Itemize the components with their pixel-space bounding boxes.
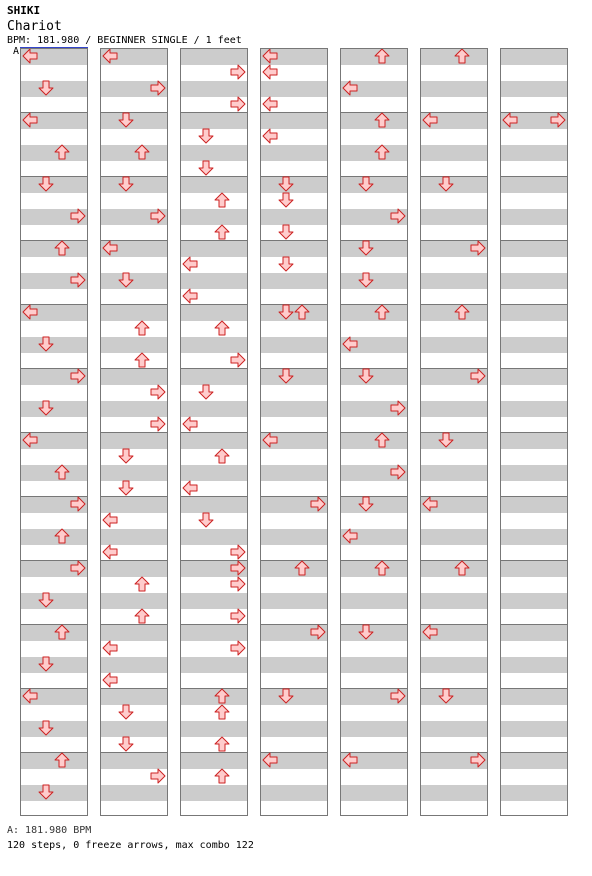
beat-band — [341, 785, 407, 801]
beat-band — [341, 657, 407, 673]
left-arrow-icon — [182, 416, 198, 432]
down-arrow-icon — [118, 448, 134, 464]
measure-line — [501, 304, 567, 305]
beat-band — [421, 145, 487, 161]
measure-line — [501, 688, 567, 689]
beat-band — [261, 241, 327, 257]
beat-band — [261, 401, 327, 417]
beat-band — [261, 337, 327, 353]
beat-band — [501, 657, 567, 673]
beat-band — [21, 81, 87, 97]
beat-band — [501, 529, 567, 545]
beat-band — [501, 753, 567, 769]
beat-band — [261, 369, 327, 385]
down-arrow-icon — [38, 784, 54, 800]
down-arrow-icon — [118, 704, 134, 720]
up-arrow-icon — [134, 320, 150, 336]
beat-band — [501, 721, 567, 737]
beat-band — [181, 721, 247, 737]
beat-band — [181, 433, 247, 449]
chart-column — [500, 48, 568, 816]
right-arrow-icon — [390, 464, 406, 480]
beat-band — [181, 593, 247, 609]
right-arrow-icon — [150, 768, 166, 784]
beat-band — [181, 177, 247, 193]
up-arrow-icon — [214, 320, 230, 336]
beat-band — [181, 337, 247, 353]
right-arrow-icon — [150, 416, 166, 432]
beat-band — [261, 657, 327, 673]
beat-band — [421, 81, 487, 97]
up-arrow-icon — [214, 688, 230, 704]
beat-band — [101, 305, 167, 321]
chart-column — [20, 48, 88, 816]
measure-line — [501, 432, 567, 433]
beat-band — [101, 753, 167, 769]
beat-band — [181, 465, 247, 481]
beat-band — [421, 529, 487, 545]
left-arrow-icon — [262, 432, 278, 448]
up-arrow-icon — [374, 432, 390, 448]
down-arrow-icon — [438, 688, 454, 704]
measure-line — [341, 624, 407, 625]
up-arrow-icon — [54, 752, 70, 768]
right-arrow-icon — [470, 240, 486, 256]
left-arrow-icon — [102, 672, 118, 688]
beat-band — [261, 785, 327, 801]
measure-line — [501, 624, 567, 625]
beat-band — [501, 145, 567, 161]
beat-band — [181, 625, 247, 641]
up-arrow-icon — [54, 464, 70, 480]
down-arrow-icon — [278, 224, 294, 240]
beat-band — [501, 273, 567, 289]
beat-band — [21, 593, 87, 609]
left-arrow-icon — [262, 128, 278, 144]
left-arrow-icon — [262, 48, 278, 64]
measure-line — [181, 624, 247, 625]
down-arrow-icon — [38, 400, 54, 416]
measure-line — [341, 368, 407, 369]
beat-band — [101, 465, 167, 481]
up-arrow-icon — [214, 736, 230, 752]
left-arrow-icon — [262, 64, 278, 80]
left-arrow-icon — [422, 624, 438, 640]
beat-band — [421, 273, 487, 289]
up-arrow-icon — [294, 560, 310, 576]
bpm-marker-label: A — [13, 46, 20, 57]
beat-band — [101, 689, 167, 705]
down-arrow-icon — [198, 160, 214, 176]
beat-band — [501, 369, 567, 385]
beat-band — [501, 497, 567, 513]
beat-band — [261, 721, 327, 737]
beat-band — [261, 145, 327, 161]
down-arrow-icon — [118, 176, 134, 192]
down-arrow-icon — [278, 688, 294, 704]
beat-band — [421, 721, 487, 737]
beat-band — [181, 529, 247, 545]
right-arrow-icon — [390, 688, 406, 704]
beat-band — [181, 81, 247, 97]
measure-line — [101, 176, 167, 177]
right-arrow-icon — [310, 624, 326, 640]
beat-band — [341, 625, 407, 641]
measure-line — [341, 176, 407, 177]
beat-band — [501, 465, 567, 481]
beat-band — [101, 337, 167, 353]
measure-line — [181, 368, 247, 369]
up-arrow-icon — [454, 560, 470, 576]
chart-column — [420, 48, 488, 816]
beat-band — [181, 241, 247, 257]
measure-line — [261, 176, 327, 177]
down-arrow-icon — [198, 384, 214, 400]
down-arrow-icon — [118, 480, 134, 496]
up-arrow-icon — [134, 144, 150, 160]
beat-band — [261, 273, 327, 289]
right-arrow-icon — [390, 400, 406, 416]
beat-band — [101, 273, 167, 289]
left-arrow-icon — [22, 432, 38, 448]
beat-band — [261, 465, 327, 481]
up-arrow-icon — [374, 48, 390, 64]
right-arrow-icon — [70, 208, 86, 224]
measure-line — [261, 688, 327, 689]
measure-line — [421, 688, 487, 689]
left-arrow-icon — [102, 640, 118, 656]
measure-line — [501, 560, 567, 561]
measure-line — [421, 432, 487, 433]
beat-band — [181, 305, 247, 321]
beat-band — [501, 305, 567, 321]
left-arrow-icon — [422, 112, 438, 128]
left-arrow-icon — [182, 288, 198, 304]
beat-band — [181, 497, 247, 513]
up-arrow-icon — [214, 192, 230, 208]
beat-band — [421, 433, 487, 449]
down-arrow-icon — [38, 656, 54, 672]
chart-column — [340, 48, 408, 816]
down-arrow-icon — [38, 592, 54, 608]
up-arrow-icon — [454, 48, 470, 64]
down-arrow-icon — [358, 272, 374, 288]
chart-info: BPM: 181.980 / BEGINNER SINGLE / 1 feet — [7, 35, 242, 46]
beat-band — [21, 721, 87, 737]
measure-line — [501, 176, 567, 177]
right-arrow-icon — [230, 576, 246, 592]
song-title: Chariot — [7, 19, 62, 34]
up-arrow-icon — [54, 528, 70, 544]
right-arrow-icon — [230, 560, 246, 576]
measure-line — [501, 496, 567, 497]
measure-line — [181, 432, 247, 433]
beat-band — [341, 241, 407, 257]
left-arrow-icon — [262, 752, 278, 768]
measure-line — [101, 688, 167, 689]
beat-band — [261, 529, 327, 545]
right-arrow-icon — [230, 352, 246, 368]
up-arrow-icon — [134, 576, 150, 592]
down-arrow-icon — [278, 192, 294, 208]
beat-band — [261, 113, 327, 129]
beat-band — [421, 657, 487, 673]
beat-band — [501, 401, 567, 417]
beat-band — [341, 177, 407, 193]
artist-name: SHIKI — [7, 4, 41, 17]
beat-band — [501, 49, 567, 65]
up-arrow-icon — [374, 560, 390, 576]
beat-band — [101, 369, 167, 385]
beat-band — [501, 337, 567, 353]
beat-band — [101, 593, 167, 609]
down-arrow-icon — [358, 240, 374, 256]
down-arrow-icon — [38, 176, 54, 192]
measure-line — [421, 176, 487, 177]
beat-band — [181, 785, 247, 801]
measure-line — [501, 368, 567, 369]
beat-band — [101, 721, 167, 737]
beat-band — [421, 593, 487, 609]
beat-band — [101, 177, 167, 193]
down-arrow-icon — [38, 336, 54, 352]
beat-band — [181, 209, 247, 225]
beat-band — [501, 433, 567, 449]
measure-line — [181, 240, 247, 241]
left-arrow-icon — [102, 240, 118, 256]
measure-line — [101, 368, 167, 369]
left-arrow-icon — [22, 48, 38, 64]
right-arrow-icon — [550, 112, 566, 128]
down-arrow-icon — [438, 432, 454, 448]
right-arrow-icon — [150, 80, 166, 96]
beat-band — [101, 497, 167, 513]
beat-band — [101, 785, 167, 801]
down-arrow-icon — [438, 176, 454, 192]
beat-band — [21, 337, 87, 353]
left-arrow-icon — [22, 112, 38, 128]
beat-band — [181, 753, 247, 769]
down-arrow-icon — [358, 176, 374, 192]
beat-band — [421, 689, 487, 705]
left-arrow-icon — [342, 528, 358, 544]
beat-band — [21, 785, 87, 801]
beat-band — [101, 625, 167, 641]
right-arrow-icon — [230, 64, 246, 80]
beat-band — [101, 561, 167, 577]
up-arrow-icon — [374, 112, 390, 128]
left-arrow-icon — [182, 256, 198, 272]
beat-band — [501, 593, 567, 609]
left-arrow-icon — [102, 48, 118, 64]
beat-band — [261, 209, 327, 225]
left-arrow-icon — [22, 304, 38, 320]
beat-band — [261, 593, 327, 609]
measure-line — [181, 176, 247, 177]
beat-band — [421, 209, 487, 225]
right-arrow-icon — [150, 384, 166, 400]
beat-band — [501, 81, 567, 97]
up-arrow-icon — [54, 624, 70, 640]
down-arrow-icon — [358, 496, 374, 512]
beat-band — [261, 177, 327, 193]
measure-line — [181, 496, 247, 497]
measure-line — [261, 240, 327, 241]
right-arrow-icon — [230, 96, 246, 112]
beat-band — [501, 561, 567, 577]
right-arrow-icon — [70, 272, 86, 288]
measure-line — [181, 112, 247, 113]
bpm-legend: A: 181.980 BPM — [7, 825, 92, 836]
left-arrow-icon — [22, 688, 38, 704]
measure-line — [101, 624, 167, 625]
beat-band — [181, 273, 247, 289]
beat-band — [341, 497, 407, 513]
up-arrow-icon — [54, 240, 70, 256]
beat-band — [181, 401, 247, 417]
down-arrow-icon — [358, 624, 374, 640]
beat-band — [421, 465, 487, 481]
measure-line — [181, 304, 247, 305]
right-arrow-icon — [310, 496, 326, 512]
left-arrow-icon — [102, 512, 118, 528]
beat-band — [341, 369, 407, 385]
measure-line — [261, 112, 327, 113]
right-arrow-icon — [230, 544, 246, 560]
down-arrow-icon — [38, 80, 54, 96]
measure-line — [21, 176, 87, 177]
left-arrow-icon — [182, 480, 198, 496]
left-arrow-icon — [342, 80, 358, 96]
chart-column — [180, 48, 248, 816]
down-arrow-icon — [118, 736, 134, 752]
chart-column — [100, 48, 168, 816]
beat-band — [181, 657, 247, 673]
left-arrow-icon — [342, 752, 358, 768]
left-arrow-icon — [102, 544, 118, 560]
up-arrow-icon — [454, 304, 470, 320]
measure-line — [341, 240, 407, 241]
right-arrow-icon — [470, 368, 486, 384]
chart-stats: 120 steps, 0 freeze arrows, max combo 122 — [7, 840, 254, 851]
right-arrow-icon — [390, 208, 406, 224]
beat-band — [421, 337, 487, 353]
beat-band — [261, 689, 327, 705]
down-arrow-icon — [198, 128, 214, 144]
up-arrow-icon — [214, 224, 230, 240]
right-arrow-icon — [70, 368, 86, 384]
up-arrow-icon — [294, 304, 310, 320]
measure-line — [261, 368, 327, 369]
left-arrow-icon — [262, 96, 278, 112]
measure-line — [101, 112, 167, 113]
beat-band — [101, 657, 167, 673]
up-arrow-icon — [214, 704, 230, 720]
down-arrow-icon — [278, 256, 294, 272]
beat-band — [181, 369, 247, 385]
beat-band — [181, 113, 247, 129]
down-arrow-icon — [278, 176, 294, 192]
right-arrow-icon — [70, 560, 86, 576]
beat-band — [101, 529, 167, 545]
beat-band — [181, 145, 247, 161]
beat-band — [501, 241, 567, 257]
down-arrow-icon — [358, 368, 374, 384]
beat-band — [501, 625, 567, 641]
left-arrow-icon — [502, 112, 518, 128]
beat-band — [421, 785, 487, 801]
up-arrow-icon — [134, 608, 150, 624]
beat-band — [101, 433, 167, 449]
beat-band — [21, 177, 87, 193]
beat-band — [341, 721, 407, 737]
beat-band — [421, 401, 487, 417]
beat-band — [21, 401, 87, 417]
left-arrow-icon — [342, 336, 358, 352]
up-arrow-icon — [54, 144, 70, 160]
right-arrow-icon — [470, 752, 486, 768]
right-arrow-icon — [230, 640, 246, 656]
left-arrow-icon — [422, 496, 438, 512]
beat-band — [21, 657, 87, 673]
measure-line — [101, 304, 167, 305]
beat-band — [101, 401, 167, 417]
right-arrow-icon — [70, 496, 86, 512]
beat-band — [501, 689, 567, 705]
up-arrow-icon — [134, 352, 150, 368]
down-arrow-icon — [118, 272, 134, 288]
measure-line — [181, 752, 247, 753]
beat-band — [261, 81, 327, 97]
right-arrow-icon — [230, 608, 246, 624]
beat-band — [501, 209, 567, 225]
up-arrow-icon — [214, 448, 230, 464]
measure-line — [101, 432, 167, 433]
down-arrow-icon — [38, 720, 54, 736]
up-arrow-icon — [374, 144, 390, 160]
measure-line — [501, 240, 567, 241]
measure-line — [501, 752, 567, 753]
up-arrow-icon — [214, 768, 230, 784]
beat-band — [341, 273, 407, 289]
beat-band — [181, 49, 247, 65]
measure-line — [101, 496, 167, 497]
measure-line — [101, 560, 167, 561]
beat-band — [421, 177, 487, 193]
down-arrow-icon — [278, 368, 294, 384]
down-arrow-icon — [278, 304, 294, 320]
beat-band — [501, 177, 567, 193]
down-arrow-icon — [198, 512, 214, 528]
beat-band — [101, 113, 167, 129]
measure-line — [101, 752, 167, 753]
beat-band — [341, 593, 407, 609]
up-arrow-icon — [374, 304, 390, 320]
chart-column — [260, 48, 328, 816]
right-arrow-icon — [150, 208, 166, 224]
measure-line — [341, 496, 407, 497]
down-arrow-icon — [118, 112, 134, 128]
beat-band — [501, 785, 567, 801]
